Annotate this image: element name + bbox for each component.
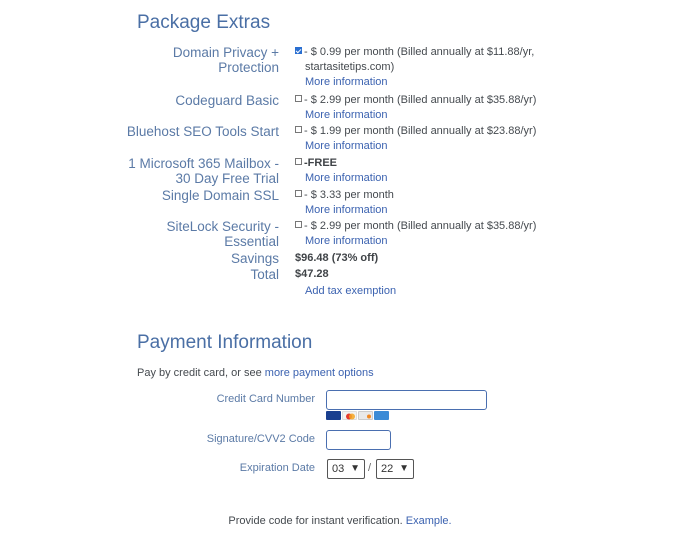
expiration-date-label: Expiration Date [239,462,315,474]
more-information-link[interactable]: More information [305,204,388,216]
mastercard-card-icon [342,411,357,420]
total-value: $47.28 [295,268,329,280]
cvv-input[interactable] [326,430,391,450]
expiration-year-select[interactable] [376,459,414,479]
extra-price: - $ 0.99 per month (Billed annually at $11.88/yr, [304,46,535,58]
extra-price: -FREE [304,157,337,169]
verification-text: Provide code for instant verification. [228,515,403,527]
domain-privacy-checkbox[interactable] [295,47,302,54]
chevron-down-icon: ▼ [350,463,360,474]
extra-price-detail: startasitetips.com) [305,61,395,73]
expiration-year-value: 22 [381,463,394,475]
chevron-down-icon: ▼ [399,463,409,474]
example-link[interactable]: Example. [405,515,452,527]
extra-label: SiteLock Security - Essential [166,219,279,249]
extra-label: 1 Microsoft 365 Mailbox - 30 Day Free Trial [128,156,279,186]
extra-price: - $ 2.99 per month (Billed annually at $35.88/yr) [304,220,537,232]
extra-price: - $ 2.99 per month (Billed annually at $35.88/yr) [304,94,537,106]
credit-card-number-input[interactable] [326,390,487,410]
total-label: Total [250,267,279,282]
expiration-separator: / [368,462,372,474]
codeguard-checkbox[interactable] [295,95,302,102]
more-information-link[interactable]: More information [305,235,388,247]
extra-label: Bluehost SEO Tools Start [126,124,279,139]
extra-label: Codeguard Basic [175,93,279,108]
extra-label: Domain Privacy + Protection [172,45,279,75]
amex-card-icon [374,411,389,420]
pay-by-prefix: Pay by credit card, or see [137,367,265,379]
more-payment-options-link[interactable]: more payment options [264,367,374,379]
extra-label: Single Domain SSL [161,188,279,203]
pay-by-text [137,367,374,379]
more-information-link[interactable]: More information [305,140,388,152]
discover-card-icon [358,411,373,420]
ssl-checkbox[interactable] [295,190,302,197]
seo-tools-checkbox[interactable] [295,126,302,133]
expiration-month-select[interactable] [327,459,365,479]
credit-card-number-label: Credit Card Number [216,393,315,405]
package-extras-title: Package Extras [137,12,271,33]
more-information-link[interactable]: More information [305,109,388,121]
extra-price: - $ 3.33 per month [304,189,394,201]
more-information-link[interactable]: More information [305,76,388,88]
microsoft-365-checkbox[interactable] [295,158,302,165]
extra-price: - $ 1.99 per month (Billed annually at $23.88/yr) [304,125,537,137]
more-information-link[interactable]: More information [305,172,388,184]
sitelock-checkbox[interactable] [295,221,302,228]
add-tax-exemption-link[interactable]: Add tax exemption [305,285,397,297]
payment-information-title: Payment Information [137,332,313,353]
savings-value: $96.48 (73% off) [295,252,379,264]
cvv-label: Signature/CVV2 Code [206,433,315,445]
savings-label: Savings [230,251,279,266]
verification-note [0,515,680,527]
visa-card-icon [326,411,341,420]
expiration-month-value: 03 [332,463,345,475]
